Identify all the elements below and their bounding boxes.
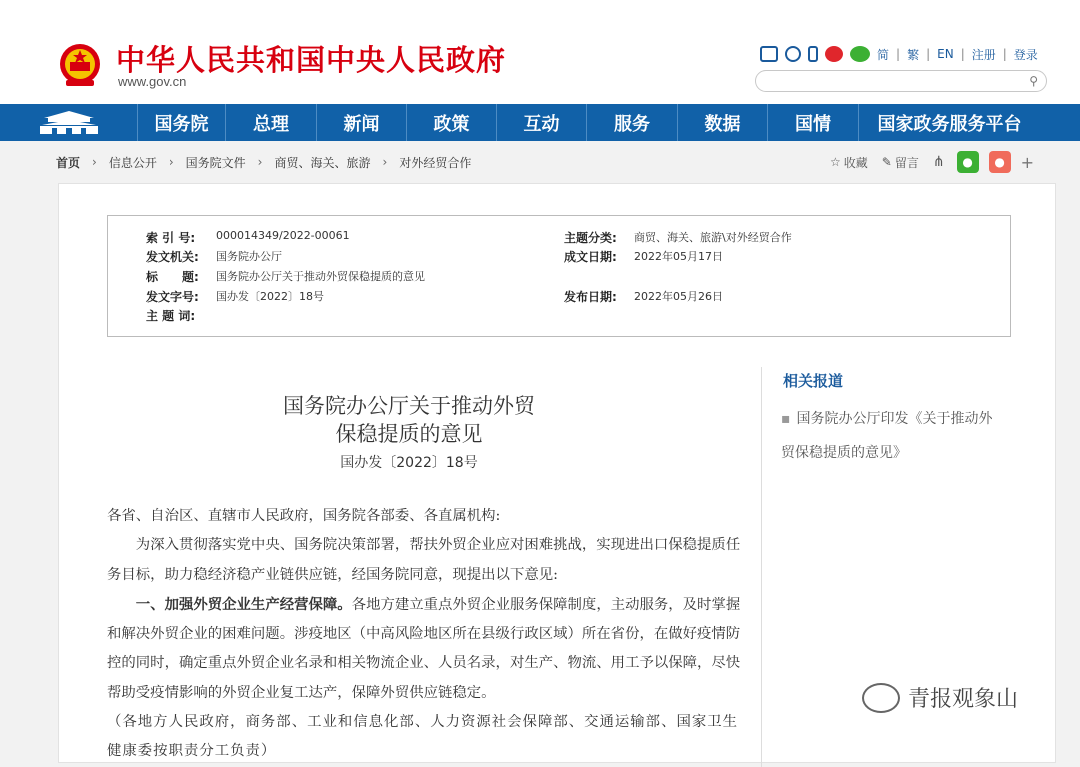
site-title[interactable]: 中华人民共和国中央人民政府: [116, 43, 507, 77]
info-row: [564, 288, 723, 305]
info-row: [146, 248, 282, 265]
info-row: [564, 248, 723, 265]
breadcrumb-home[interactable]: 首页: [56, 155, 81, 170]
paragraph: [107, 590, 741, 708]
chevron-right-icon: ›: [92, 155, 97, 169]
info-value: 2022年05月17日: [634, 250, 723, 263]
info-row: [564, 229, 792, 246]
document-title-line2: 保稳提质的意见: [335, 422, 483, 446]
document-body: [107, 502, 741, 767]
breadcrumb-item[interactable]: 信息公开: [108, 155, 157, 170]
wechat-share-icon[interactable]: ●: [957, 151, 979, 173]
breadcrumb-item[interactable]: 商贸、海关、旅游: [274, 155, 371, 170]
breadcrumb: [56, 152, 471, 172]
wechat-bubble-icon: [862, 683, 900, 713]
rss-icon[interactable]: [785, 46, 801, 62]
nav-item-interaction[interactable]: 互动: [497, 104, 587, 141]
info-label: 发文机关:: [146, 250, 199, 264]
info-label: 标 题:: [146, 270, 199, 284]
chevron-right-icon: ›: [257, 155, 263, 169]
favorite-button[interactable]: [830, 154, 868, 171]
nav-item-service-platform[interactable]: 国家政务服务平台: [877, 113, 1022, 135]
info-label: 成文日期:: [564, 250, 617, 264]
info-row: [146, 288, 324, 305]
info-label: 索 引 号:: [146, 231, 196, 245]
paragraph: 为深入贯彻落实党中央、国务院决策部署，帮扶外贸企业应对困难挑战，实现进出口保稳提质任务目标，助力稳经济稳产业链供应链，经国务院同意，现提出以下意见:: [107, 537, 741, 583]
national-emblem-icon: [58, 42, 102, 90]
mobile-icon[interactable]: [808, 46, 818, 62]
document-title-line1: 国务院办公厅关于推动外贸: [283, 394, 535, 418]
tiananmen-logo-icon[interactable]: [0, 104, 138, 141]
info-label: 主题分类:: [564, 231, 617, 245]
weibo-icon[interactable]: [825, 46, 843, 62]
info-value: 2022年05月26日: [634, 290, 723, 303]
nav-item-policy[interactable]: 政策: [407, 104, 497, 141]
info-value: 国办发〔2022〕18号: [216, 290, 324, 303]
link-simplified[interactable]: 简: [877, 47, 890, 62]
related-news-link[interactable]: 国务院办公厅印发《关于推动外贸保稳提质的意见》: [781, 411, 993, 461]
link-english[interactable]: EN: [937, 47, 954, 61]
article-container: [58, 183, 1056, 763]
info-row: [146, 268, 425, 285]
info-value: 国务院办公厅: [216, 250, 282, 263]
info-value: 000014349/2022-00061: [216, 229, 350, 242]
nav-item-services[interactable]: 服务: [587, 104, 678, 141]
sidebar-divider: [761, 367, 762, 767]
chevron-right-icon: ›: [168, 155, 174, 169]
breadcrumb-item[interactable]: 对外经贸合作: [399, 155, 472, 170]
paragraph-note: （各地方人民政府，商务部、工业和信息化部、人力资源社会保障部、交通运输部、国家卫生健康委按职责分工负责）: [107, 714, 739, 760]
star-icon: ☆: [830, 155, 841, 169]
divider: |: [960, 47, 965, 61]
site-header: [0, 0, 1080, 104]
document-info-table: [107, 215, 1011, 337]
section-heading: 一、加强外贸企业生产经营保障。: [135, 595, 352, 613]
weibo-share-icon[interactable]: ●: [989, 151, 1011, 173]
pencil-icon: ✎: [881, 155, 892, 169]
link-register[interactable]: 注册: [971, 47, 996, 62]
comment-label: 留言: [894, 155, 919, 170]
wechat-icon[interactable]: [850, 46, 870, 62]
link-login[interactable]: 登录: [1013, 47, 1038, 62]
info-row: [146, 307, 216, 324]
info-row: [146, 229, 350, 246]
related-news-heading: 相关报道: [783, 372, 844, 390]
nav-item-data[interactable]: 数据: [678, 104, 768, 141]
info-label: 主 题 词:: [146, 309, 196, 323]
top-links: [760, 44, 1038, 64]
related-news-item[interactable]: [781, 402, 1001, 470]
article-tools: [830, 150, 1034, 174]
info-value: 国务院办公厅关于推动外贸保稳提质的意见: [216, 270, 425, 283]
watermark: [862, 682, 1018, 713]
nav-item-premier[interactable]: 总理: [226, 104, 317, 141]
nav-item-news[interactable]: 新闻: [317, 104, 407, 141]
bullet-icon: ▪: [781, 411, 791, 427]
nav-item-state-council[interactable]: 国务院: [138, 104, 226, 141]
chevron-right-icon: ›: [382, 155, 388, 169]
breadcrumb-item[interactable]: 国务院文件: [185, 155, 246, 170]
salutation: 各省、自治区、直辖市人民政府，国务院各部委、各直属机构:: [107, 508, 501, 524]
favorite-label: 收藏: [843, 155, 868, 170]
share-icon[interactable]: ⋔: [932, 154, 945, 170]
search-icon[interactable]: ⚲: [1029, 74, 1038, 88]
document-number: 国办发〔2022〕18号: [340, 455, 478, 471]
watermark-text: 青报观象山: [908, 687, 1019, 712]
site-url: www.gov.cn: [118, 74, 187, 89]
info-label: 发布日期:: [564, 290, 617, 304]
plus-icon[interactable]: +: [1020, 152, 1034, 172]
nav-item-national-info[interactable]: 国情: [768, 104, 859, 141]
info-value: 商贸、海关、旅游\对外经贸合作: [634, 231, 792, 244]
divider: |: [926, 47, 931, 61]
link-traditional[interactable]: 繁: [907, 47, 920, 62]
search-input[interactable]: [755, 70, 1047, 92]
info-label: 发文字号:: [146, 290, 199, 304]
comment-button[interactable]: [882, 154, 919, 171]
mail-icon[interactable]: [760, 46, 778, 62]
paragraph-text: 各地方建立重点外贸企业服务保障制度，主动服务，及时掌握和解决外贸企业的困难问题。涉疫地区（中高风险地区所在县级行政区域）所在省份，在做好疫情防控的同时，确定重点外贸企业名录和相关物流企业、人员名录，对生产、物流、用工予以保障，尽快帮助受疫情影响的外贸企业复工达产，保障外贸供应链稳定。: [107, 596, 741, 701]
divider: |: [1002, 47, 1007, 61]
main-nav: [0, 104, 1080, 141]
divider: |: [896, 47, 901, 61]
